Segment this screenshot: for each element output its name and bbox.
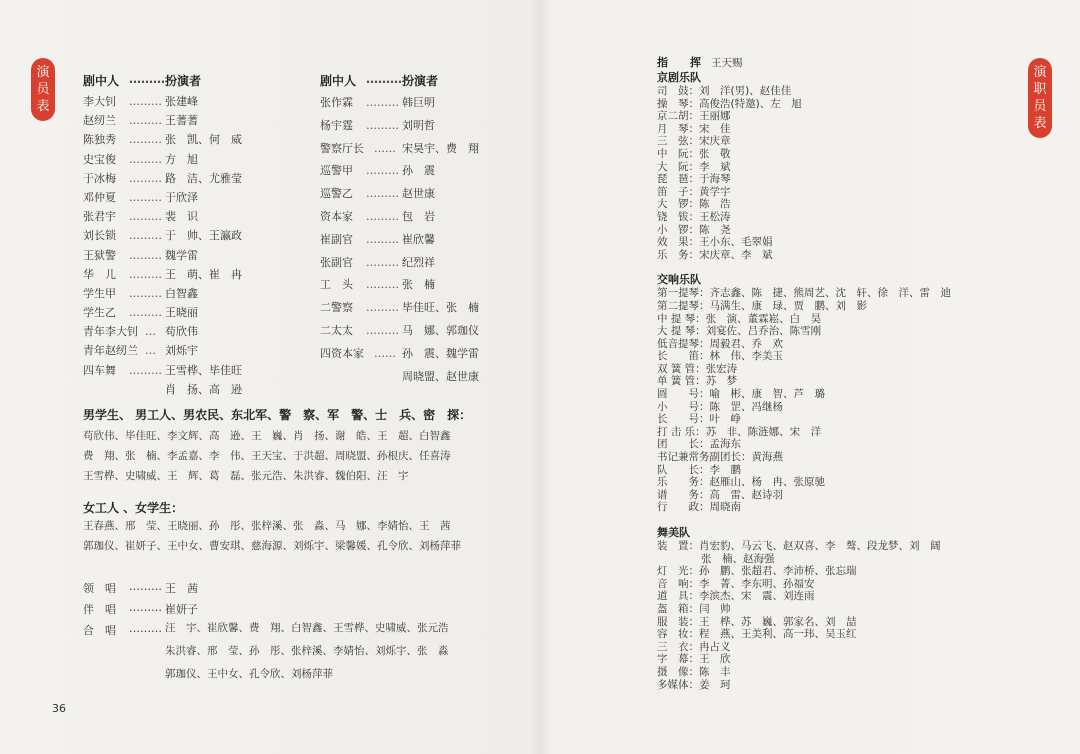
leader-dots [145, 380, 163, 399]
staff-row [657, 338, 951, 351]
actor-name: 纪烈祥 [402, 255, 435, 269]
role-name: 刘长锁 [83, 229, 116, 243]
female-group-names [83, 516, 461, 556]
actor-name: 毕佳旺、张 楠 [402, 301, 479, 315]
staff-role: 第二提琴： [657, 299, 710, 312]
staff-names: 陈 罡、冯继杨 [709, 400, 783, 413]
cast-row [83, 380, 242, 399]
leader-dots: ……… [129, 248, 162, 262]
staff-row [657, 249, 951, 262]
staff-row [657, 224, 951, 237]
cast-staff-badge: 演 职 员 表 [1028, 58, 1052, 138]
actor-name: 张建峰 [165, 95, 198, 108]
staff-section-title: 京剧乐队 [657, 71, 701, 84]
staff-names: 周毅君、乔 欢 [709, 337, 783, 350]
leader-dots: …… [374, 141, 396, 155]
staff-role: 大 阮： [657, 160, 699, 173]
staff-role: 大 提 琴： [657, 325, 706, 338]
cast-row [83, 130, 242, 149]
staff-names: 陈 浩 [699, 198, 731, 211]
staff-names: 齐志鑫、陈 捷、熊周艺、沈 轩、徐 洋、雷 迪 [709, 287, 951, 300]
staff-role: 三 衣： [657, 640, 699, 653]
leader-dots: ……… [366, 278, 399, 292]
staff-names: 王小东、毛翠娟 [699, 236, 773, 249]
leader-dots: ……… [129, 152, 162, 166]
cast-row [320, 160, 479, 183]
staff-role: 队 长： [657, 463, 710, 476]
staff-list [657, 56, 951, 691]
staff-row [657, 173, 951, 186]
staff-role: 琵 琶： [657, 173, 699, 186]
staff-role: 铙 钹： [657, 210, 699, 223]
staff-row [657, 161, 951, 174]
staff-names: 王松涛 [699, 210, 731, 223]
leader-dots: ……… [366, 255, 399, 269]
staff-row [657, 578, 951, 591]
staff-names: 宋庆章 [699, 135, 731, 148]
role-name: 工 头 [320, 278, 353, 292]
actor-name: 苟欣伟 [165, 325, 198, 339]
cast-row [320, 343, 479, 366]
staff-role: 字 幕： [657, 653, 699, 666]
cast-row [83, 265, 242, 284]
staff-names: 苏 非、陈涟娜、宋 洋 [705, 425, 822, 438]
page-number: 36 [52, 702, 66, 715]
leader-dots: ……… [129, 171, 162, 185]
role-name: 四资本家 [320, 346, 364, 360]
staff-names: 宋 佳 [699, 122, 731, 135]
staff-role [657, 553, 701, 566]
actor-name: 于欣泽 [165, 190, 198, 204]
staff-names: 冉占义 [699, 640, 731, 653]
staff-row [657, 616, 951, 629]
actor-name: 孙 震 [402, 164, 435, 178]
cast-row [83, 188, 242, 207]
leader-dots: ……… [366, 118, 399, 132]
staff-row [657, 325, 951, 338]
cast-row [83, 150, 242, 169]
cast-row [83, 341, 242, 360]
cast-column-2 [320, 72, 479, 388]
staff-role: 道 具： [657, 590, 699, 603]
name-line: 汪 宇、崔欣馨、费 翔、白智鑫、王雪桦、史啸威、张元浩 [165, 622, 449, 634]
name-line: 王春燕、邢 莹、王晓丽、孙 彤、张梓溪、张 淼、马 娜、李婧怡、王 茜 [83, 520, 451, 532]
staff-row [657, 565, 951, 578]
staff-names: 姜 珂 [699, 678, 731, 691]
staff-row [657, 98, 951, 111]
leader-dots: ……… [129, 306, 162, 320]
staff-names: 陈 尧 [699, 223, 731, 236]
leader-dots: ……… [129, 267, 162, 281]
staff-row [657, 123, 951, 136]
staff-row [657, 186, 951, 199]
cast-header: 剧中人 ……… 扮演者 [83, 72, 202, 88]
staff-row [657, 375, 951, 388]
role-name: 青年李大钊 [83, 325, 138, 339]
role-name: 张副官 [320, 255, 353, 269]
cast-row [83, 207, 242, 226]
staff-row [657, 653, 951, 666]
backing-singer-row: 伴 唱 ……… 崔妍子 [83, 601, 198, 616]
cast-row [83, 284, 242, 303]
actor-name: 马 娜、郭珈仪 [402, 323, 479, 337]
cast-row [320, 229, 479, 252]
leader-dots [382, 366, 400, 389]
staff-names: 张 楠、赵海强 [701, 552, 775, 565]
staff-role: 三 弦： [657, 135, 699, 148]
staff-row [657, 540, 951, 553]
staff-role: 京二胡： [657, 110, 699, 123]
staff-names: 黄海燕 [751, 451, 783, 464]
staff-row [657, 388, 951, 401]
staff-row [657, 401, 951, 414]
staff-row [657, 198, 951, 211]
role-name: 张君宇 [83, 210, 116, 224]
staff-names: 李 菁、李东明、孙福安 [699, 577, 815, 590]
role-name [320, 366, 380, 389]
female-group-title: 女工人 、女学生： [83, 501, 184, 515]
staff-role: 中 提 琴： [657, 312, 706, 325]
staff-role: 乐 务： [657, 248, 699, 261]
leader-dots: ……… [129, 286, 162, 300]
role-name: 杨宇霆 [320, 118, 353, 132]
role-name: 资本家 [320, 209, 353, 223]
staff-row [657, 666, 951, 679]
leader-dots: … [145, 344, 156, 358]
cast-row [83, 226, 242, 245]
actor-name: 魏学雷 [165, 248, 198, 262]
staff-names: 高俊浩(特邀)、左 旭 [699, 97, 802, 110]
role-name: 赵纫兰 [83, 114, 116, 128]
cast-row [320, 274, 479, 297]
staff-names: 陈 丰 [699, 665, 731, 678]
staff-row [657, 501, 951, 514]
cast-row [320, 320, 479, 343]
staff-names: 肖宏豹、马云飞、赵双喜、李 骜、段龙梦、刘 阔 [699, 540, 941, 552]
staff-role: 音 响： [657, 577, 699, 590]
staff-names: 张 敬 [699, 147, 731, 160]
cast-row [83, 246, 242, 265]
cast-row [83, 111, 242, 130]
staff-row [657, 679, 951, 692]
actor-name: 路 洁、尤雅莹 [165, 171, 242, 185]
name-line: 苟欣伟、毕佳旺、李文辉、高 逊、王 巍、肖 扬、谢 皓、王 超、白智鑫 [83, 430, 451, 442]
leader-dots: ……… [366, 209, 399, 223]
staff-role: 多媒体： [657, 678, 699, 691]
male-group-names [83, 426, 451, 486]
staff-names: 高 雷、赵诗羽 [709, 488, 783, 501]
actor-name: 裴 识 [165, 210, 198, 224]
staff-names: 刘 洋(男)、赵佳佳 [699, 85, 792, 97]
role-name: 华 儿 [83, 267, 116, 281]
staff-row [657, 628, 951, 641]
staff-row [657, 313, 951, 326]
leader-dots: … [145, 325, 156, 339]
staff-role: 大 锣： [657, 198, 699, 211]
role-name: 巡警甲 [320, 164, 353, 178]
staff-role: 小 锣： [657, 223, 699, 236]
lead-singer-row: 领 唱 ……… 王 茜 [83, 580, 198, 595]
leader-dots: ……… [366, 323, 399, 337]
staff-names: 刘宴佐、吕乔治、陈雪刚 [705, 325, 822, 338]
staff-role: 长 号： [657, 413, 710, 426]
staff-section-title: 交响乐队 [657, 273, 701, 287]
role-name: 陈独秀 [83, 133, 116, 147]
actor-name: 方 旭 [165, 152, 198, 166]
staff-role: 效 果： [657, 236, 699, 249]
name-line: 王雪桦、史啸威、王 辉、葛 磊、张元浩、朱洪睿、魏伯阳、汪 宇 [83, 470, 409, 482]
staff-names: 李 鹏 [709, 463, 741, 476]
role-name: 二警察 [320, 301, 353, 315]
cast-row [83, 169, 242, 188]
staff-names: 王 欣 [699, 653, 731, 666]
name-line: 费 翔、张 楠、李孟嘉、李 伟、王天宝、于洪超、周晓盟、孙根庆、任喜涛 [83, 450, 451, 462]
staff-names: 王 桦、苏 巍、郭家名、刘 喆 [699, 615, 857, 628]
actor-name: 孙 震、魏学雷 [402, 346, 479, 360]
actor-name: 宋昊宇、费 翔 [402, 141, 479, 155]
staff-row [657, 489, 951, 502]
role-name: 四车舞 [83, 363, 116, 377]
staff-names: 于海琴 [699, 173, 731, 186]
role-name: 学生甲 [83, 286, 116, 300]
role-name: 李大钊 [83, 95, 116, 108]
staff-names: 赵雁山、杨 冉、张原驰 [709, 476, 825, 489]
staff-names: 叶 峥 [709, 413, 741, 426]
staff-role: 小 号： [657, 400, 710, 413]
staff-role: 长 笛： [657, 350, 710, 363]
staff-role: 中 阮： [657, 147, 699, 160]
chorus-row: 合 唱 ……… 汪 宇、崔欣馨、费 翔、白智鑫、王雪桦、史啸威、张元浩 朱洪睿、邢 莹、孙 彤、张梓溪、李婧怡、刘烁宇、张 淼 郭珈仪、王中女、孔令欣、刘杨萍菲 [83, 622, 449, 686]
staff-row [657, 300, 951, 313]
cast-row [320, 252, 479, 275]
role-name: 邓仲夏 [83, 190, 116, 204]
cast-column-1 [83, 72, 242, 399]
cast-row [320, 366, 479, 389]
role-name: 巡警乙 [320, 187, 353, 201]
staff-names: 黄学宇 [699, 185, 731, 198]
cast-header: 剧中人 ……… 扮演者 [320, 72, 439, 88]
staff-role: 圆 号： [657, 388, 710, 401]
name-line: 郭珈仪、崔妍子、王中女、曹安琪、慈海源、刘烁宇、梁馨媛、孔令欣、刘杨萍菲 [83, 540, 461, 552]
staff-row [657, 438, 951, 451]
staff-row [657, 236, 951, 249]
actor-name: 崔欣馨 [402, 232, 435, 246]
actor-name: 张 楠 [402, 278, 435, 292]
male-group-title: 男学生、 男工人、男农民、东北军、警 察、军 警、士 兵、密 探： [83, 408, 472, 422]
staff-role: 谱 务： [657, 488, 710, 501]
staff-role: 容 妆： [657, 628, 699, 641]
staff-row [657, 413, 951, 426]
actor-name: 周晓盟、赵世康 [402, 369, 479, 383]
staff-names: 李滨杰、宋 震、刘连雨 [699, 590, 815, 603]
actor-name: 赵世康 [402, 187, 435, 201]
staff-role: 第一提琴： [657, 287, 710, 300]
staff-names: 闫 帅 [699, 602, 731, 615]
staff-role: 双 簧 管： [657, 362, 706, 375]
staff-role: 行 政： [657, 501, 710, 514]
actor-name: 韩巨明 [402, 96, 435, 109]
staff-role: 乐 务： [657, 476, 710, 489]
staff-row [657, 135, 951, 148]
role-name: 青年赵纫兰 [83, 344, 138, 358]
staff-names: 张 演、董霖崧、白 昊 [705, 312, 822, 325]
staff-role: 笛 子： [657, 185, 699, 198]
cast-row [320, 206, 479, 229]
cast-row [320, 297, 479, 320]
staff-names: 马满生、康 琭、贾 鹏、刘 影 [709, 299, 867, 312]
staff-names: 张宏涛 [705, 362, 738, 375]
leader-dots: ……… [129, 210, 162, 224]
staff-role: 司 鼓： [657, 85, 699, 97]
staff-role: 打 击 乐： [657, 425, 706, 438]
role-name: 二太太 [320, 323, 353, 337]
cast-row [83, 361, 242, 380]
staff-names: 李 斌 [699, 160, 731, 173]
role-name: 崔副官 [320, 232, 353, 246]
cast-list-badge: 演 员 表 [31, 58, 55, 121]
leader-dots: ……… [366, 187, 399, 201]
staff-role: 盔 箱： [657, 602, 699, 615]
actor-name: 刘烁宇 [165, 344, 198, 358]
actor-name: 于 帅、王瀛政 [165, 229, 242, 243]
actor-name: 王 萌、崔 冉 [165, 267, 242, 281]
staff-role: 装 置： [657, 540, 699, 552]
cast-row [320, 92, 479, 115]
staff-names: 程 燕、王美利、高一玮、吴玉红 [699, 628, 857, 641]
staff-row [657, 476, 951, 489]
role-name: 王狱警 [83, 248, 116, 262]
actor-name: 白智鑫 [165, 286, 198, 300]
role-name: 史宝俊 [83, 152, 116, 166]
staff-row [657, 148, 951, 161]
role-name: 于冰梅 [83, 171, 116, 185]
leader-dots: …… [374, 346, 396, 360]
staff-role: 服 装： [657, 615, 699, 628]
cast-row [83, 303, 242, 322]
role-name: 学生乙 [83, 306, 116, 320]
actor-name: 张 凯、何 威 [165, 133, 242, 147]
staff-row [657, 603, 951, 616]
actor-name: 刘明哲 [402, 118, 435, 132]
staff-names: 喻 彬、康 智、芦 璐 [709, 388, 825, 401]
conductor-row: 指 挥 王天赐 [657, 56, 743, 69]
staff-row [657, 363, 951, 376]
actor-name: 王晓丽 [165, 306, 198, 320]
staff-row [657, 553, 951, 566]
staff-row [657, 464, 951, 477]
cast-row [320, 115, 479, 138]
staff-names: 孙 鹏、张超君、李沛桥、张忘瑞 [699, 565, 857, 578]
name-line: 郭珈仪、王中女、孔令欣、刘杨萍菲 [165, 668, 333, 680]
staff-names: 孟海东 [709, 438, 741, 451]
staff-role: 书记兼常务副团长： [657, 451, 752, 464]
leader-dots: ……… [129, 114, 162, 128]
staff-role: 操 琴： [657, 97, 699, 110]
actor-name: 王蓍蓍 [165, 114, 198, 128]
staff-role: 灯 光： [657, 565, 699, 578]
staff-role: 摄 像： [657, 665, 699, 678]
name-line: 朱洪睿、邢 莹、孙 彤、张梓溪、李婧怡、刘烁宇、张 淼 [165, 645, 449, 657]
staff-row [657, 451, 951, 464]
staff-row [657, 426, 951, 439]
role-name: 警察厅长 [320, 141, 364, 155]
cast-row [320, 138, 479, 161]
staff-row [657, 287, 951, 300]
staff-role: 低音提琴： [657, 337, 710, 350]
staff-role: 单 簧 管： [657, 375, 706, 388]
staff-row [657, 590, 951, 603]
leader-dots: ……… [366, 301, 399, 315]
leader-dots: ……… [129, 95, 162, 108]
cast-row [83, 92, 242, 111]
cast-row [320, 183, 479, 206]
staff-names: 宋庆章、李 斌 [699, 248, 773, 261]
leader-dots: ……… [366, 96, 399, 109]
actor-name: 王雪桦、毕佳旺 [165, 363, 242, 377]
staff-row [657, 641, 951, 654]
staff-section-title: 舞美队 [657, 526, 690, 539]
role-name [83, 380, 143, 399]
staff-row [657, 85, 951, 98]
leader-dots: ……… [129, 190, 162, 204]
leader-dots: ……… [129, 363, 162, 377]
leader-dots: ……… [366, 164, 399, 178]
cast-row [83, 322, 242, 341]
leader-dots: ……… [129, 229, 162, 243]
actor-name: 肖 扬、高 逊 [165, 382, 242, 396]
leader-dots: ……… [129, 133, 162, 147]
staff-names: 周晓南 [709, 501, 741, 514]
staff-row [657, 211, 951, 224]
actor-name: 包 岩 [402, 209, 435, 223]
staff-row [657, 110, 951, 123]
staff-role: 团 长： [657, 438, 710, 451]
staff-role: 月 琴： [657, 122, 699, 135]
role-name: 张作霖 [320, 96, 353, 109]
staff-names: 王丽娜 [699, 110, 731, 123]
leader-dots: ……… [366, 232, 399, 246]
staff-names: 林 伟、李美玉 [709, 350, 783, 363]
staff-names: 苏 梦 [705, 375, 738, 388]
staff-row [657, 350, 951, 363]
